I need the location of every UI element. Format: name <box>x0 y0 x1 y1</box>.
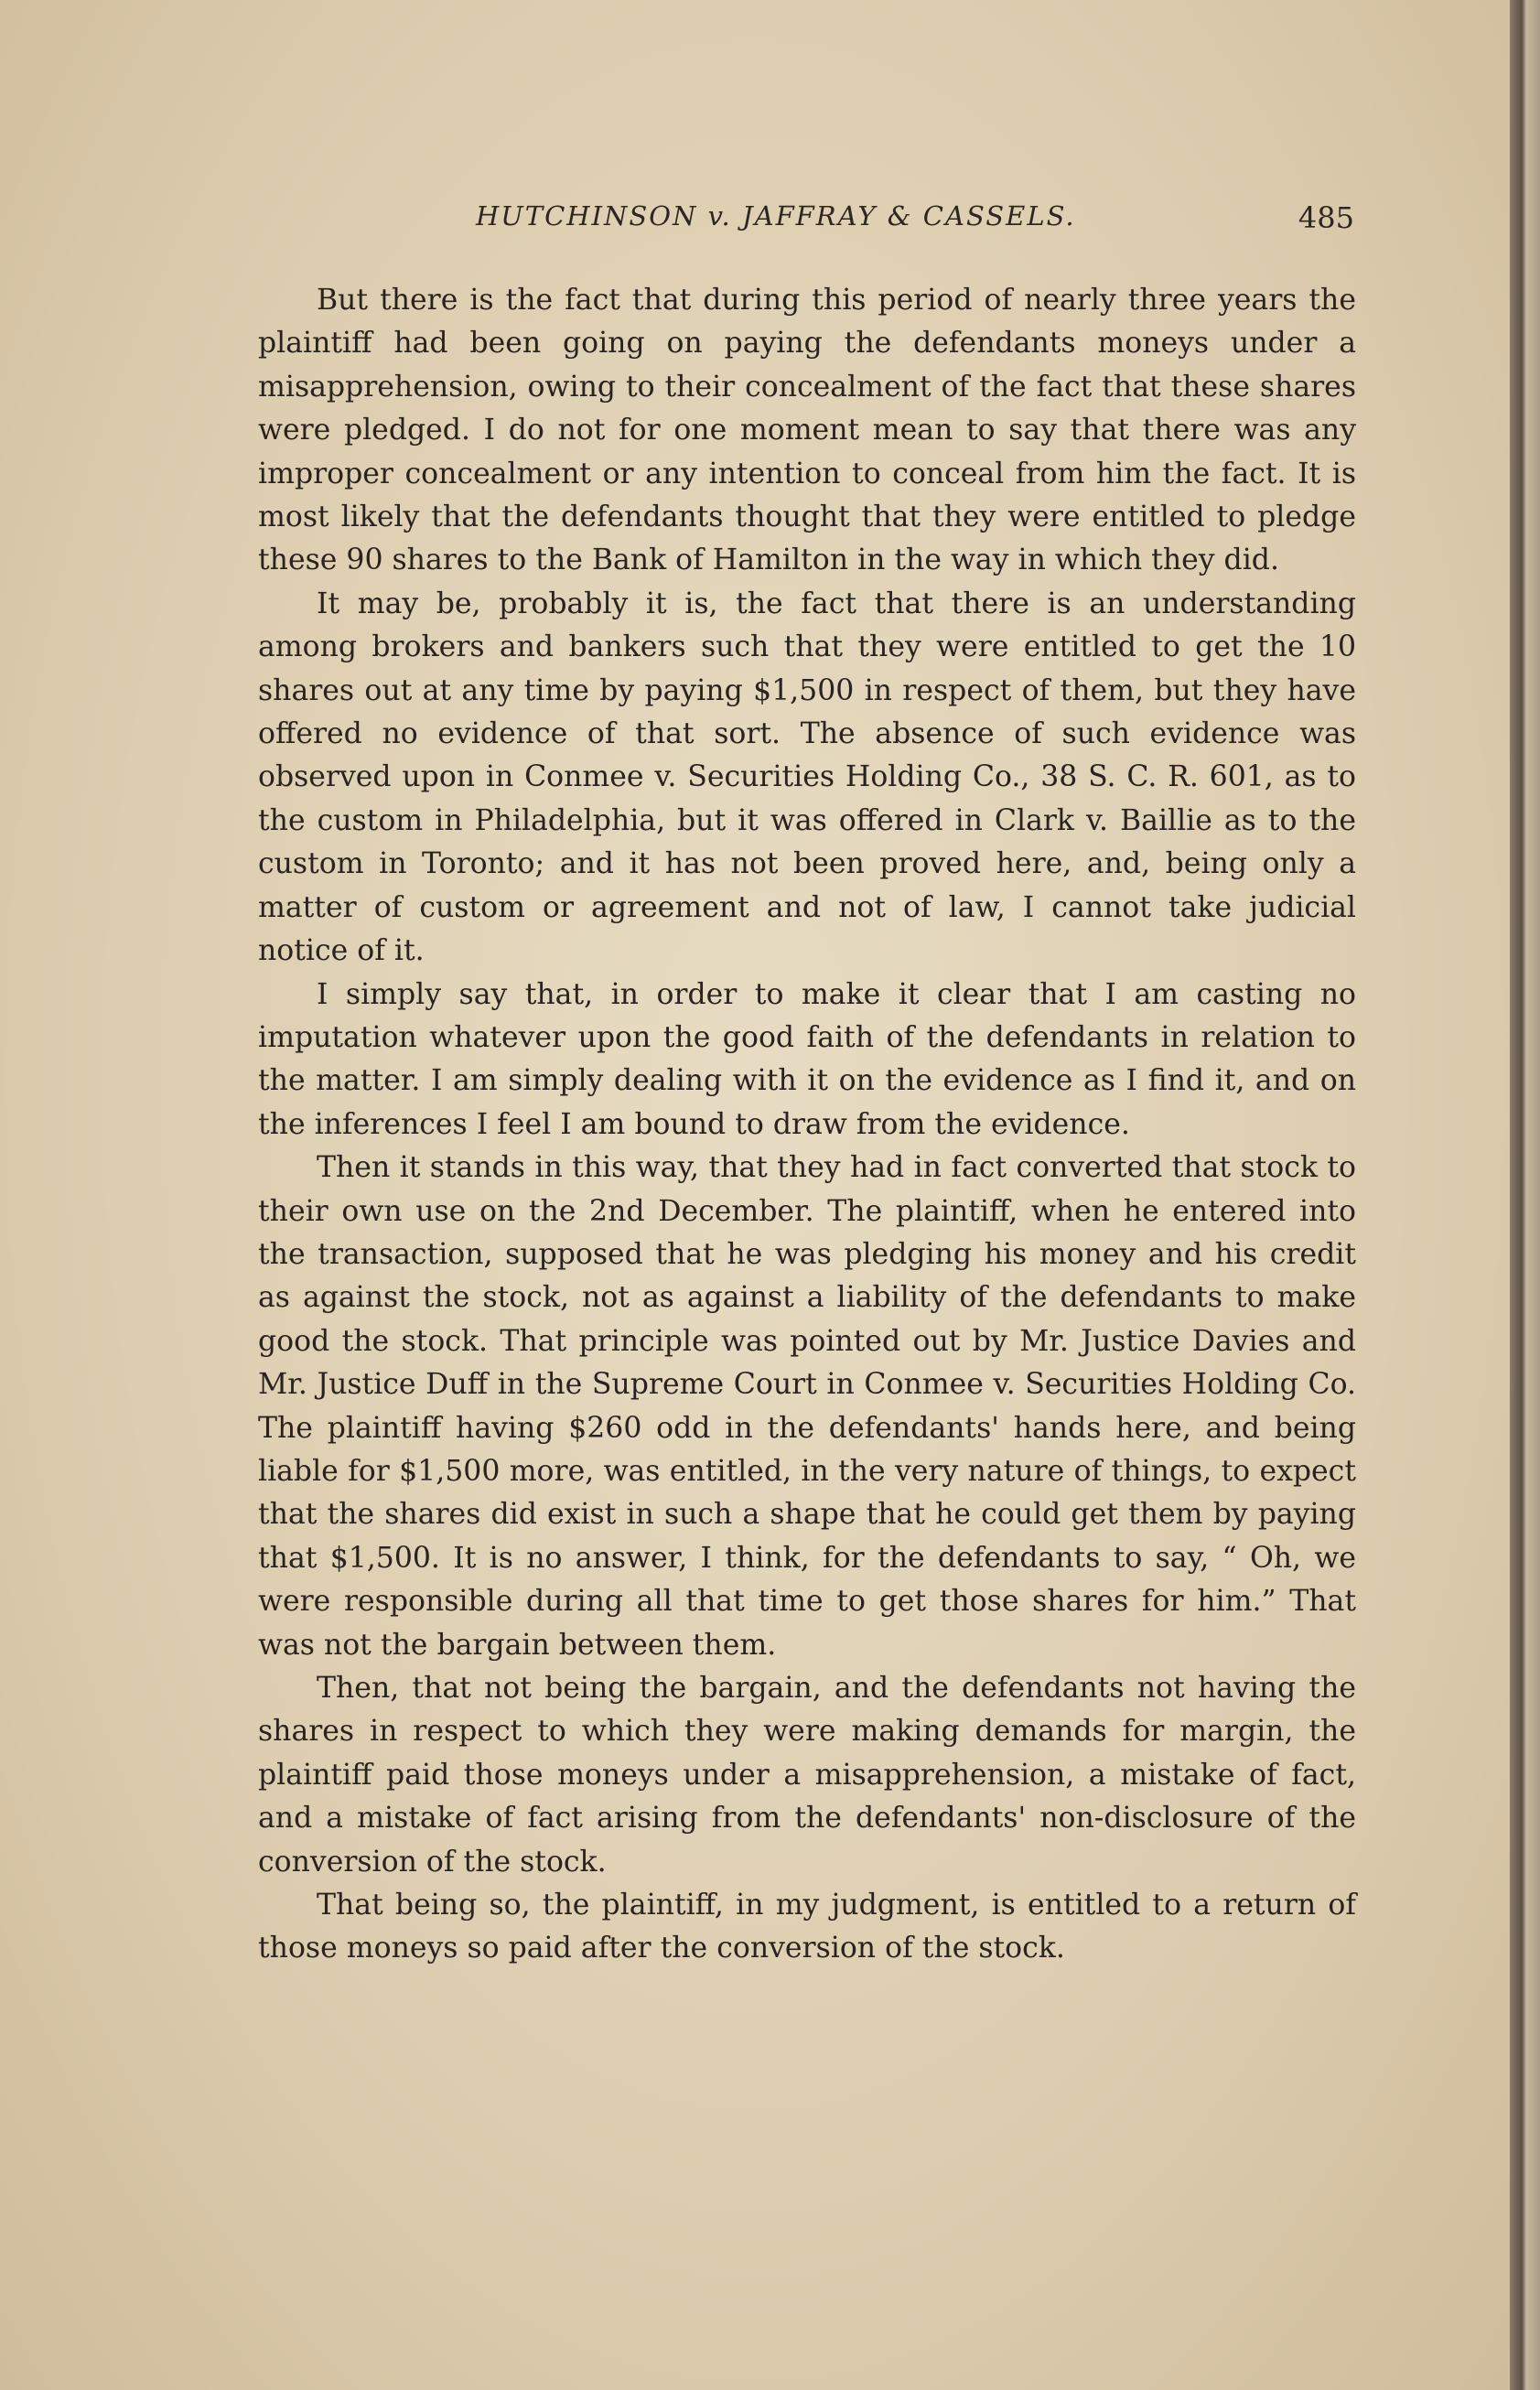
paragraph-1: But there is the fact that during this period of nearly three years the plaintiff had been going on paying the defendants moneys under a misapprehension, owing to their concealment of the fact that these shares were pledged. I do not for one moment mean to say that there was any improper concealment or any intention to conceal from him the fact. It is most likely that the defendants thought that they were entitled to pledge these 90 shares to the Bank of Hamilton in the way in which they did. <box>258 284 1356 577</box>
paragraph-6: That being so, the plaintiff, in my judgment, is entitled to a return of those moneys so paid after the conversion of the stock. <box>258 1889 1356 1965</box>
paragraph-5: Then, that not being the bargain, and the defendants not having the shares in respect to which they were making demands for margin, the plaintiff paid those moneys under a misapprehension, a mistake of fact, and a mistake of fact arising from the defendants' non-disclosure of the conversion of the stock. <box>258 1672 1356 1879</box>
body-text <box>258 279 1356 1971</box>
page-number: 485 <box>1298 200 1354 235</box>
paragraph-3: I simply say that, in order to make it clear that I am casting no imputation whatever upon the good faith of the defendants in relation to the matter. I am simply dealing with it on the evidence as I find it, and on the inferences I feel I am bound to draw from the evidence. <box>258 977 1356 1141</box>
page-edge-shadow <box>1510 0 1540 2390</box>
paragraph-4: Then it stands in this way, that they had in fact converted that stock to their own use on the 2nd December. The plaintiff, when he entered into the transaction, supposed that he was pledging his money and his credit as against the stock, not as against a liability of the defendants to make good the stock. That principle was pointed out by Mr. Justice Davies and Mr. Justice Duff in the Supreme Court in Conmee v. Securities Holding Co. The plaintiff having $260 odd in the defendants' hands here, and being liable for $1,500 more, was entitled, in the very nature of things, to expect that the shares did exist in such a shape that he could get them by paying that $1,500. It is no answer, I think, for the defendants to say, “ Oh, we were responsible during all that time to get those shares for him.” That was not the bargain between them. <box>258 1151 1356 1662</box>
paragraph-2: It may be, probably it is, the fact that there is an understanding among brokers and bankers such that they were entitled to get the 10 shares out at any time by paying $1,500 in respect of them, but they have offered no evidence of that sort. The absence of such evidence was observed upon in Conmee v. Securities Holding Co., 38 S. C. R. 601, as to the custom in Philadelphia, but it was offered in Clark v. Baillie as to the custom in Toronto; and it has not been proved here, and, being only a matter of custom or agreement and not of law, I cannot take judicial notice of it. <box>258 587 1356 968</box>
running-head <box>265 197 1354 242</box>
running-title: HUTCHINSON v. JAFFRAY & CASSELS. <box>476 200 1076 231</box>
